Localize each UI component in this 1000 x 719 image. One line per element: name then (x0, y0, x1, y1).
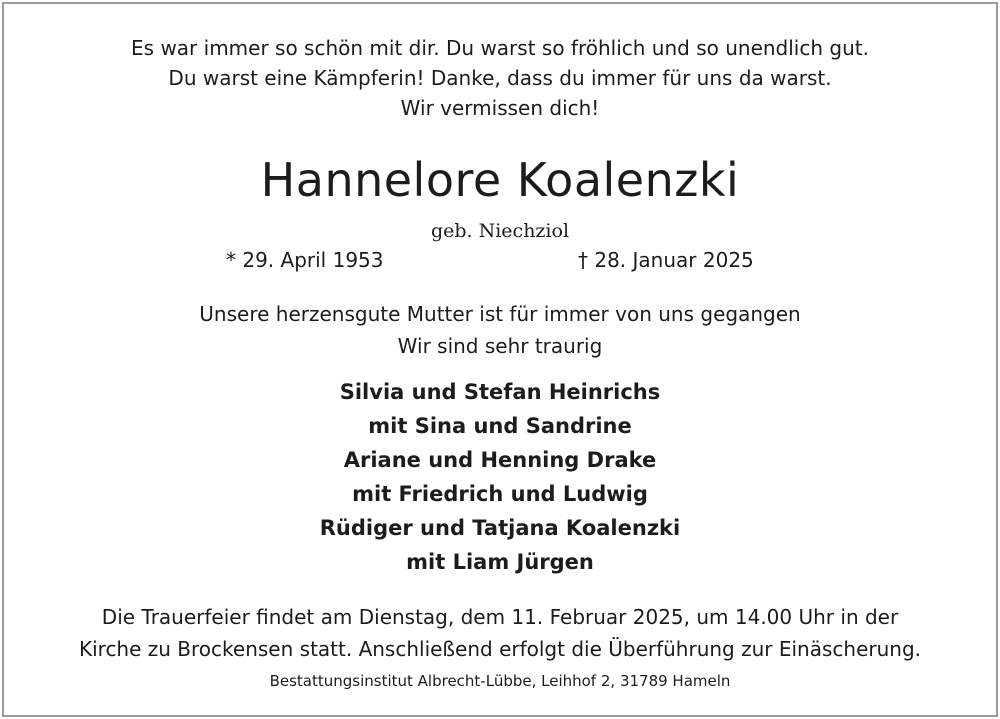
undertaker-address: Bestattungsinstitut Albrecht-Lübbe, Leihhof 2, 31789 Hameln (269, 672, 731, 690)
family-line-4: mit Friedrich und Ludwig (352, 482, 648, 506)
service-line-1: Die Trauerfeier findet am Dienstag, dem 11. Februar 2025, um 14.00 Uhr in der (101, 605, 899, 629)
family-line-2: mit Sina und Sandrine (368, 414, 632, 438)
maiden-name: geb. Niechziol (430, 220, 570, 242)
message-line-2: Wir sind sehr traurig (397, 334, 603, 358)
verse-line-3: Wir vermissen dich! (400, 96, 600, 120)
service-line-2: Kirche zu Brockensen statt. Anschließend erfolgt die Überführung zur Einäscherung. (78, 637, 922, 661)
family-line-5: Rüdiger und Tatjana Koalenzki (319, 516, 681, 540)
family-line-1: Silvia und Stefan Heinrichs (339, 380, 661, 404)
verse-line-1: Es war immer so schön mit dir. Du warst so fröhlich und so unendlich gut. (131, 36, 869, 60)
deceased-name: Hannelore Koalenzki (260, 153, 740, 207)
obituary-notice (2, 2, 998, 717)
verse-line-2: Du warst eine Kämpferin! Danke, dass du immer für uns da warst. (168, 66, 832, 90)
family-line-6: mit Liam Jürgen (406, 550, 594, 574)
birth-date: * 29. April 1953 (226, 248, 384, 272)
death-date: † 28. Januar 2025 (578, 248, 754, 272)
message-line-1: Unsere herzensgute Mutter ist für immer von uns gegangen (199, 302, 801, 326)
family-line-3: Ariane und Henning Drake (343, 448, 657, 472)
